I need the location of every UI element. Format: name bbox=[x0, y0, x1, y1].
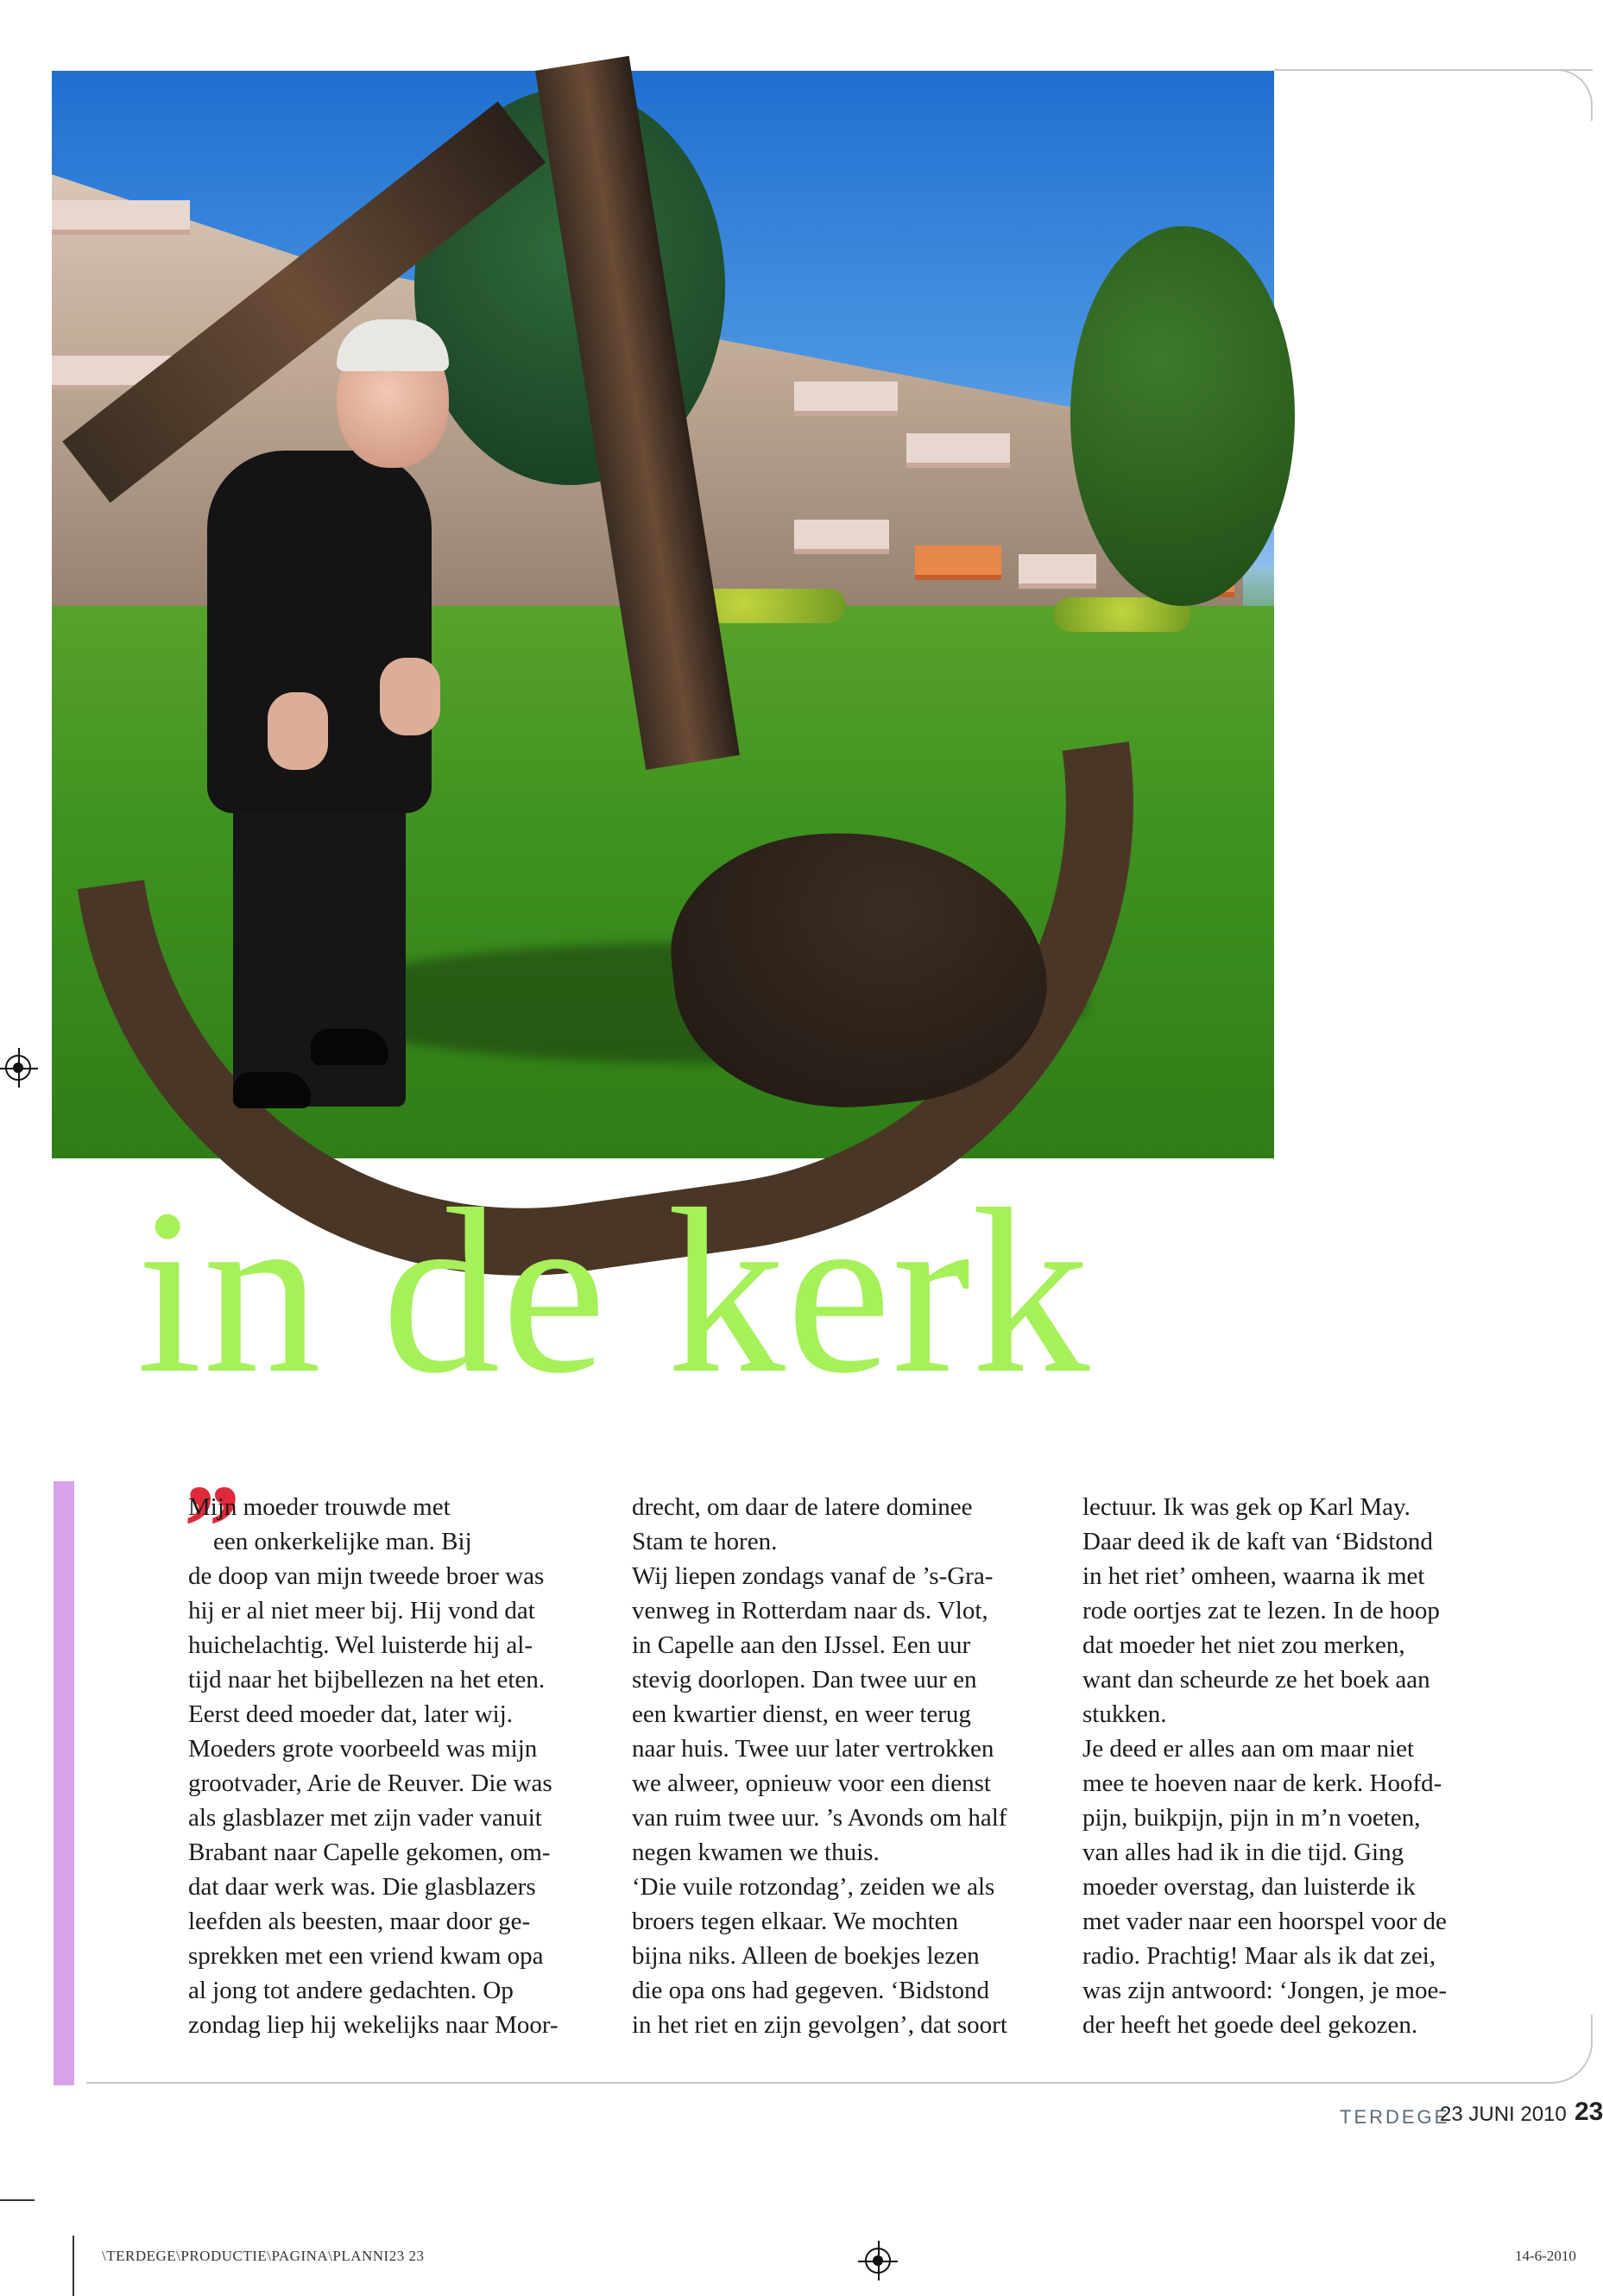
print-slug-date: 14-6-2010 bbox=[1515, 2248, 1576, 2264]
footer-magazine-name: TERDEGE bbox=[1340, 2106, 1450, 2128]
photo-awning bbox=[794, 382, 898, 416]
photo-man-on-anchor bbox=[52, 71, 1274, 1150]
quote-mark-icon: ” bbox=[177, 1460, 237, 1594]
accent-bar bbox=[54, 1481, 74, 2085]
photo-man-shoe bbox=[233, 1072, 311, 1108]
photo-tree bbox=[1070, 226, 1295, 606]
body-column-1: Mijn moeder trouwde met een onkerkelijke man. Bij de doop van mijn tweede broer was hij er al niet meer bij. Hij vond dat huichelachtig. Wel luisterde hij al- tijd naar het bijbellezen na het eten. Eerst deed moeder dat, later wij. Moeders grote voorbeeld was mijn grootvader, Arie de Reuver. Die was als glasblazer met zijn vader vanuit Brabant naar Capelle gekomen, om- dat daar werk was. Die glasblazers leefden als beesten, maar door ge- sprekken met een vriend kwam opa al jong tot andere gedachten. Op zondag liep hij wekelijks naar Moor- bbox=[188, 1493, 559, 2039]
photo-awning bbox=[1019, 554, 1096, 589]
body-column-3: lectuur. Ik was gek op Karl May. Daar deed ik de kaft van ‘Bidstond in het riet’ omheen, waarna ik met rode oortjes zat te lezen. In de hoop dat moeder het niet zou merken, want dan scheurde ze het boek aan stukken. Je deed er alles aan om maar niet mee te hoeven naar de kerk. Hoofd- pijn, buikpijn, pijn in m’n voeten, van alles had ik in die tijd. Ging moeder overstag, dan luisterde ik met vader naar een hoorspel voor de radio. Prachtig! Maar als ik dat zei, was zijn antwoord: ‘Jongen, je moe- der heeft het goede deel gekozen. bbox=[1082, 1493, 1448, 2039]
photo-awning bbox=[915, 546, 1001, 580]
crop-mark bbox=[0, 2199, 35, 2201]
crop-mark bbox=[73, 2236, 74, 2296]
photo-awning bbox=[52, 200, 190, 235]
footer-issue-date: 23 JUNI 2010 bbox=[1440, 2103, 1567, 2126]
photo-awning bbox=[906, 433, 1010, 468]
photo-awning bbox=[794, 520, 889, 554]
photo-man-hand bbox=[380, 658, 440, 735]
registration-mark-icon bbox=[865, 2248, 891, 2274]
body-column-2: drecht, om daar de latere dominee Stam te horen. Wij liepen zondags vanaf de ’s-Gra- venweg in Rotterdam naar ds. Vlot, in Capelle aan den IJssel. Een uur stevig doorlopen. Dan twee uur en een kwartier dienst, en weer terug naar huis. Twee uur later vertrokken we alweer, opnieuw voor een dienst van ruim twee uur. ’s Avonds om half negen kwamen we thuis. ‘Die vuile rotzondag’, zeiden we als broers tegen elkaar. We mochten bijna niks. Alleen de boekjes lezen die opa ons had gegeven. ‘Bidstond in het riet en zijn gevolgen’, dat soort bbox=[632, 1493, 1007, 2039]
print-slug-path: \TERDEGE\PRODUCTIE\PAGINA\PLANNI23 23 bbox=[102, 2248, 425, 2264]
footer-page-number: 23 bbox=[1575, 2097, 1603, 2126]
headline: in de kerk bbox=[136, 1161, 1091, 1422]
photo-man-hand bbox=[268, 692, 328, 770]
registration-mark-icon bbox=[5, 1055, 31, 1081]
photo-man-shoe bbox=[311, 1029, 388, 1065]
